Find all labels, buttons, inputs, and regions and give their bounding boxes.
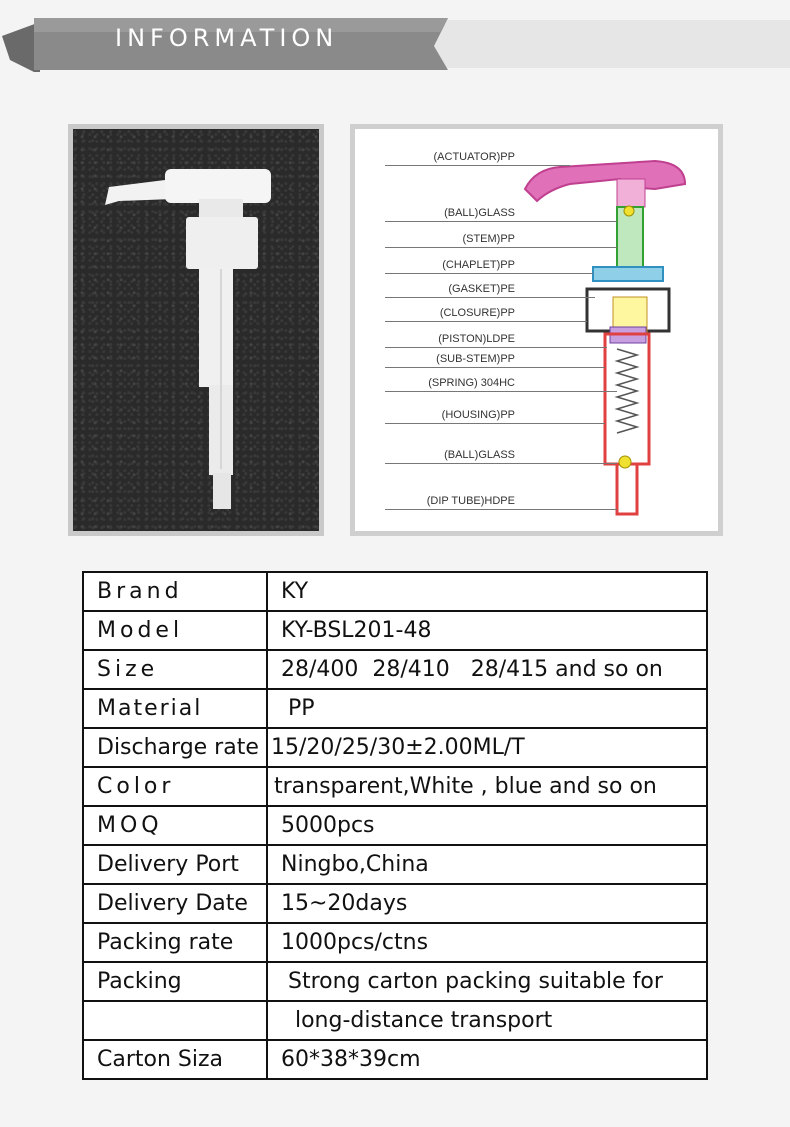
- table-row: [83, 572, 707, 611]
- leader-line: [385, 463, 617, 464]
- banner-title: INFORMATION: [115, 24, 339, 52]
- part-label: (GASKET)PE: [448, 283, 515, 295]
- table-row: [83, 1040, 707, 1079]
- spec-key: [83, 1001, 267, 1040]
- spec-value: long-distance transport: [267, 1001, 707, 1040]
- table-row: [83, 689, 707, 728]
- leader-line: [385, 321, 587, 322]
- spec-value: 60*38*39cm: [267, 1040, 707, 1079]
- leader-line: [385, 391, 617, 392]
- spec-key: Size: [83, 650, 267, 689]
- spec-key: Model: [83, 611, 267, 650]
- table-row: [83, 728, 707, 767]
- part-label: (SUB-STEM)PP: [436, 353, 515, 365]
- leader-line: [385, 247, 617, 248]
- spec-key: Brand: [83, 572, 267, 611]
- spec-value: 5000pcs: [267, 806, 707, 845]
- part-label: (STEM)PP: [462, 233, 515, 245]
- spec-value: 15~20days: [267, 884, 707, 923]
- part-label: (ACTUATOR)PP: [433, 151, 515, 163]
- spec-value: KY: [267, 572, 707, 611]
- table-row: [83, 884, 707, 923]
- spec-key: Delivery Port: [83, 845, 267, 884]
- part-label: (HOUSING)PP: [441, 409, 515, 421]
- spec-value: Ningbo,China: [267, 845, 707, 884]
- spec-key: Discharge rate: [83, 728, 267, 767]
- spec-key: Material: [83, 689, 267, 728]
- leader-line: [385, 165, 570, 166]
- parts-diagram-frame: [350, 124, 723, 536]
- spec-value: KY-BSL201-48: [267, 611, 707, 650]
- section-banner: [0, 14, 790, 74]
- leader-line: [385, 367, 605, 368]
- product-photo: [73, 129, 319, 531]
- spec-value: 1000pcs/ctns: [267, 923, 707, 962]
- part-label: (CHAPLET)PP: [442, 259, 515, 271]
- table-row: [83, 767, 707, 806]
- leader-line: [385, 423, 605, 424]
- lotion-pump-image: [73, 129, 319, 531]
- part-label: (PISTON)LDPE: [438, 333, 515, 345]
- spec-value: 28/400 28/410 28/415 and so on: [267, 650, 707, 689]
- leader-line: [385, 297, 595, 298]
- spec-key: Color: [83, 767, 267, 806]
- pump-cross-section: [355, 129, 718, 531]
- table-row: [83, 611, 707, 650]
- part-label: (BALL)GLASS: [444, 207, 515, 219]
- part-label: (CLOSURE)PP: [439, 307, 515, 319]
- spec-key: Packing rate: [83, 923, 267, 962]
- leader-line: [385, 273, 593, 274]
- spec-value: Strong carton packing suitable for: [267, 962, 707, 1001]
- spec-value: PP: [267, 689, 707, 728]
- table-row: [83, 845, 707, 884]
- spec-key: Carton Siza: [83, 1040, 267, 1079]
- product-photo-frame: [68, 124, 324, 536]
- spec-value: 15/20/25/30±2.00ML/T: [267, 728, 707, 767]
- part-label: (SPRING) 304HC: [428, 377, 515, 389]
- table-row: [83, 1001, 707, 1040]
- table-row: [83, 650, 707, 689]
- spec-key: MOQ: [83, 806, 267, 845]
- parts-diagram: [355, 129, 718, 531]
- spec-value: transparent,White , blue and so on: [267, 767, 707, 806]
- spec-table: [82, 571, 708, 1080]
- table-row: [83, 962, 707, 1001]
- spec-key: Packing: [83, 962, 267, 1001]
- table-row: [83, 806, 707, 845]
- spec-key: Delivery Date: [83, 884, 267, 923]
- leader-line: [385, 221, 617, 222]
- leader-line: [385, 347, 607, 348]
- table-row: [83, 923, 707, 962]
- part-label: (BALL)GLASS: [444, 449, 515, 461]
- part-label: (DIP TUBE)HDPE: [426, 495, 515, 507]
- leader-line: [385, 509, 617, 510]
